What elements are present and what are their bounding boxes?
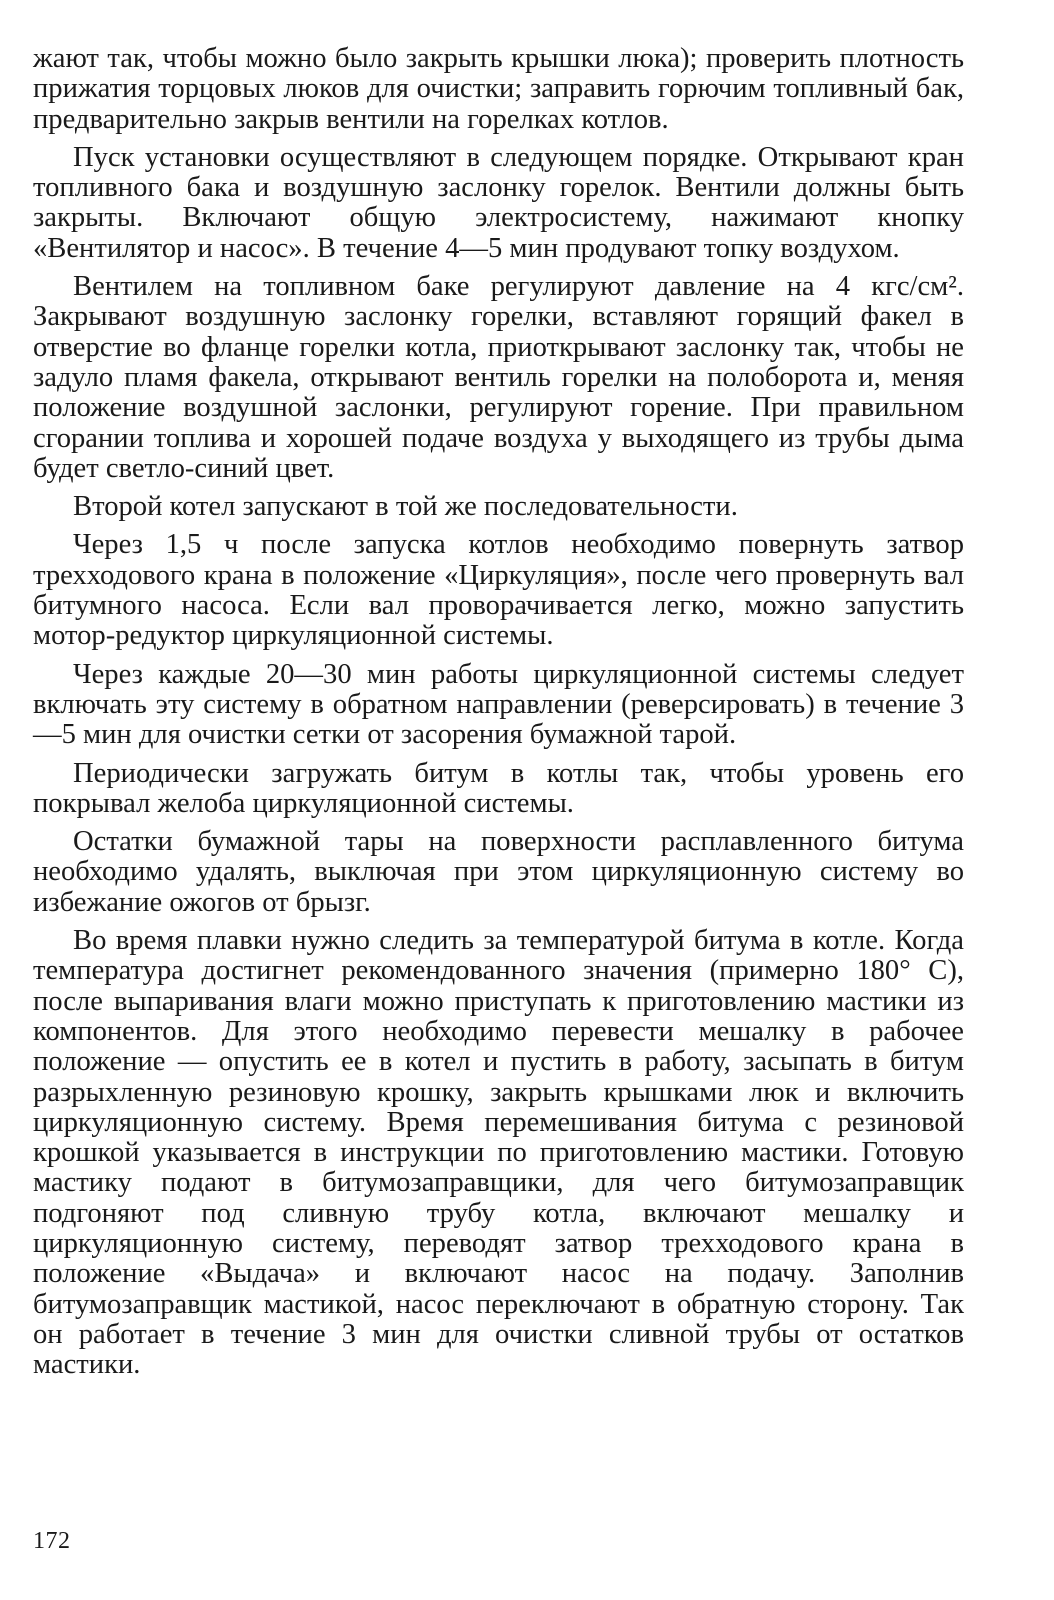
paragraph: Пуск установки осуществляют в следующем порядке. Открывают кран топливного бака и воздушную заслонку горелок. Вентили должны быть закрыты. Включают общую электросистему, нажимают кнопку «Вентилятор и насос». В течение 4—5 мин продувают топку воздухом. <box>33 141 964 264</box>
paragraph-continued: жают так, чтобы можно было закрыть крышки люка); проверить плотность прижатия торцовых люков для очистки; заправить горючим топливный бак, предварительно закрыв вентили на горелках котлов. <box>33 43 964 135</box>
paragraph: Остатки бумажной тары на поверхности расплавленного битума необходимо удалять, выключая при этом циркуляционную систему во избежание ожогов от брызг. <box>33 826 964 918</box>
paragraph: Через 1,5 ч после запуска котлов необходимо повернуть затвор трехходового крана в положение «Циркуляция», после чего провернуть вал битумного насоса. Если вал проворачивается легко, можно запустить мотор-редуктор циркуляционной системы. <box>33 529 964 652</box>
paragraph: Вентилем на топливном баке регулируют давление на 4 кгс/см². Закрывают воздушную заслонку горелки, вставляют горящий факел в отверстие во фланце горелки котла, приоткрывают заслонку так, чтобы не задуло пламя факела, открывают вентиль горелки на полоборота и, меняя положение воздушной заслонки, регулируют горение. При правильном сгорании топлива и хорошей подаче воздуха у выходящего из трубы дыма будет светло-синий цвет. <box>33 271 964 484</box>
paragraph: Через каждые 20—30 мин работы циркуляционной системы следует включать эту систему в обратном направлении (реверсировать) в течение 3—5 мин для очистки сетки от засорения бумажной тарой. <box>33 658 964 751</box>
paragraph: Второй котел запускают в той же последовательности. <box>73 491 738 523</box>
page-number: 172 <box>33 1528 71 1554</box>
body-text <box>33 44 964 1380</box>
paragraph: Во время плавки нужно следить за температурой битума в котле. Когда температура достигнет рекомендованного значения (примерно 180° С), после выпаривания влаги можно приступать к приготовлению мастики из компонентов. Для этого необходимо перевести мешалку в рабочее положение — опустить ее в котел и пустить в работу, засыпать в битум разрыхленную резиновую крошку, закрыть крышками люк и включить циркуляционную систему. Время перемешивания битума с резиновой крошкой указывается в инструкции по приготовлению мастики. Готовую мастику подают в битумозаправщики, для чего битумозаправщик подгоняют под сливную трубу котла, включают мешалку и циркуляционную систему, переводят затвор трехходового крана в положение «Выдача» и включают насос на подачу. Заполнив битумозаправщик мастикой, насос переключают в обратную сторону. Так он работает в течение 3 мин для очистки сливной трубы от остатков мастики. <box>33 925 964 1381</box>
paragraph: Периодически загружать битум в котлы так, чтобы уровень его покрывал желоба циркуляционной системы. <box>33 757 964 819</box>
